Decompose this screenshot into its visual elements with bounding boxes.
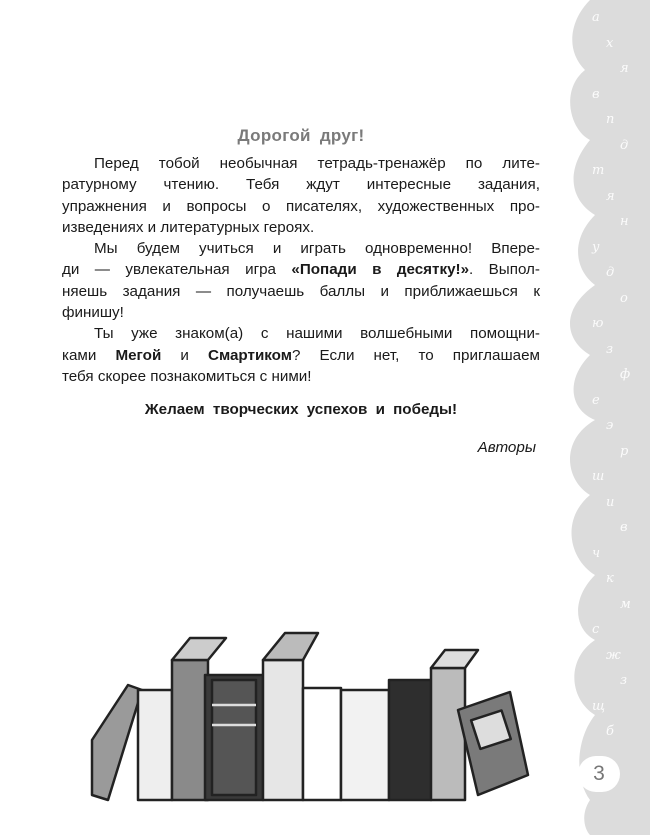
text-line: ди — увлекательная игра «Попади в десятку!». Выпол- — [62, 261, 540, 279]
decor-letter: м — [620, 596, 631, 612]
decor-letter: ф — [620, 367, 631, 382]
decor-letter: а — [592, 10, 600, 25]
text-line: изведениях и литературных героях. — [62, 218, 315, 236]
text-line: ками Мегой и Смартиком? Если нет, то приглашаем — [62, 346, 540, 364]
text-line: ратурному чтению. Тебя ждут интересные задания, — [62, 176, 540, 194]
text-line: няешь задания — получаешь баллы и приближаешься к — [62, 282, 540, 300]
text-line: Ты уже знаком(а) с нашими волшебными помощни- — [94, 325, 540, 343]
decor-letter: б — [606, 724, 614, 739]
decor-letter: щ — [592, 698, 606, 714]
decor-letter: ч — [592, 545, 601, 561]
decor-letter: я — [620, 61, 629, 76]
decor-letter: д — [620, 137, 629, 153]
text-line: тебя скорее познакомиться с ними! — [62, 367, 312, 385]
helper-name: Смартиком — [207, 346, 292, 364]
text-line: Перед тобой необычная тетрадь-тренажёр по лите- — [94, 155, 540, 172]
game-name: «Попади в десятку!» — [291, 261, 470, 279]
page-number: 3 — [578, 756, 620, 792]
decor-letter: р — [620, 443, 629, 459]
decor-letter: ш — [592, 469, 605, 484]
decor-letter: с — [592, 622, 600, 637]
decor-letter: т — [592, 163, 605, 178]
decor-letter: д — [606, 265, 615, 280]
authors-signature: Авторы — [477, 439, 536, 456]
decor-letter: з — [620, 673, 628, 688]
page-title: Дорогой друг! — [237, 126, 365, 145]
decor-letter: к — [606, 571, 614, 586]
decor-letter: в — [592, 86, 600, 102]
decor-letter: в — [620, 520, 628, 535]
decor-letter: е — [592, 392, 600, 408]
decor-letter: у — [592, 239, 600, 255]
decor-letter: я — [606, 188, 615, 204]
decor-letter: з — [606, 341, 614, 357]
decor-letter: ж — [606, 647, 621, 663]
decor-letter: н — [620, 214, 629, 229]
decor-letter: ю — [592, 316, 604, 331]
helper-name: Мегой — [115, 346, 162, 364]
wish-text: Желаем творческих успехов и победы! — [144, 401, 458, 418]
decor-letter: х — [606, 35, 614, 51]
decor-letter: п — [606, 112, 615, 127]
decor-letter: о — [620, 290, 628, 306]
text-line: финишу! — [62, 304, 124, 322]
text-line: упражнения и вопросы о писателях, художественных про- — [62, 197, 540, 215]
text-line: Мы будем учиться и играть одновременно! Впере- — [94, 240, 540, 258]
decor-letter: э — [606, 418, 614, 433]
decor-letter: и — [606, 494, 615, 510]
